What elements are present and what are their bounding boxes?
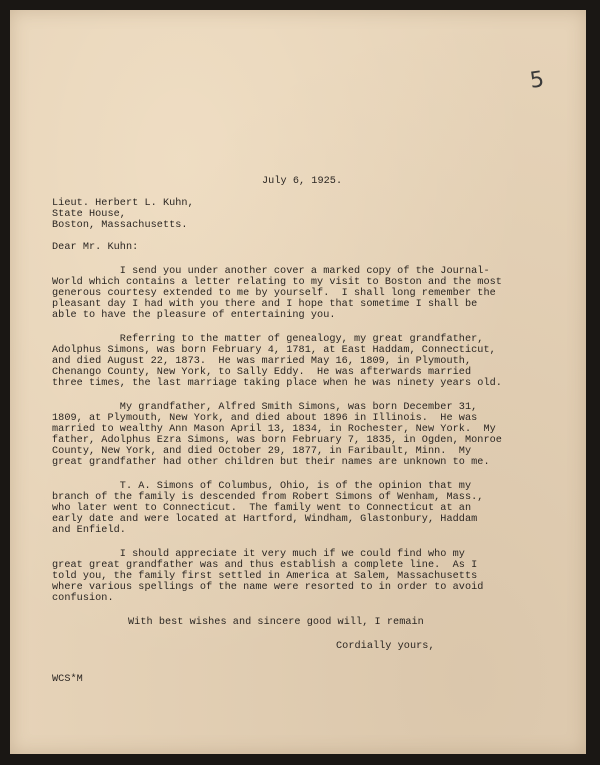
paragraph-3-line-1: My grandfather, Alfred Smith Simons, was born December 31,	[52, 402, 478, 413]
recipient-line-1: Lieut. Herbert L. Kuhn,	[52, 198, 194, 209]
letter-date: July 6, 1925.	[262, 176, 343, 187]
paragraph-4-line-3: who later went to Connecticut. The family went to Connecticut at an	[52, 503, 472, 514]
paragraph-3-line-6: great grandfather had other children but their names are unknown to me.	[52, 457, 490, 468]
paragraph-1-line-3: generous courtesy extended to me by yourself. I shall long remember the	[52, 288, 496, 299]
paragraph-4-line-5: and Enfield.	[52, 525, 126, 536]
paragraph-3-line-5: County, New York, and died October 29, 1877, in Faribault, Minn. My	[52, 446, 472, 457]
letter-page	[10, 10, 586, 754]
paragraph-2-line-2: Adolphus Simons, was born February 4, 1781, at East Haddam, Connecticut,	[52, 345, 496, 356]
salutation: Dear Mr. Kuhn:	[52, 242, 139, 253]
typist-initials: WCS*M	[52, 674, 83, 685]
paragraph-2-line-3: and died August 22, 1873. He was married May 16, 1809, in Plymouth,	[52, 356, 472, 367]
paragraph-2-line-4: Chenango County, New York, to Sally Eddy. He was afterwards married	[52, 367, 472, 378]
paragraph-5-line-1: I should appreciate it very much if we could find who my	[52, 549, 465, 560]
paragraph-5-line-3: told you, the family first settled in America at Salem, Massachusetts	[52, 571, 478, 582]
recipient-line-2: State House,	[52, 209, 126, 220]
paragraph-1-line-1: I send you under another cover a marked copy of the Journal-	[52, 266, 490, 277]
paragraph-1-line-5: able to have the pleasure of entertaining you.	[52, 310, 336, 321]
paragraph-3-line-4: father, Adolphus Ezra Simons, was born February 7, 1835, in Ogden, Monroe	[52, 435, 502, 446]
closing-wish: With best wishes and sincere good will, I remain	[128, 617, 424, 628]
paragraph-4-line-2: branch of the family is descended from Robert Simons of Wenham, Mass.,	[52, 492, 484, 503]
handwritten-page-number: 5	[528, 67, 546, 94]
paragraph-5-line-5: confusion.	[52, 593, 114, 604]
paragraph-5-line-2: great great grandfather was and thus establish a complete line. As I	[52, 560, 478, 571]
recipient-line-3: Boston, Massachusetts.	[52, 220, 188, 231]
paragraph-2-line-1: Referring to the matter of genealogy, my great grandfather,	[52, 334, 484, 345]
paragraph-3-line-3: married to wealthy Ann Mason April 13, 1834, in Rochester, New York. My	[52, 424, 496, 435]
paragraph-3-line-2: 1809, at Plymouth, New York, and died about 1896 in Illinois. He was	[52, 413, 478, 424]
paragraph-4-line-4: early date and were located at Hartford, Windham, Glastonbury, Haddam	[52, 514, 478, 525]
paragraph-4-line-1: T. A. Simons of Columbus, Ohio, is of the opinion that my	[52, 481, 472, 492]
paragraph-1-line-2: World which contains a letter relating to my visit to Boston and the most	[52, 277, 502, 288]
paragraph-1-line-4: pleasant day I had with you there and I hope that sometime I shall be	[52, 299, 478, 310]
paragraph-2-line-5: three times, the last marriage taking place when he was ninety years old.	[52, 378, 502, 389]
paragraph-5-line-4: where various spellings of the name were resorted to in order to avoid	[52, 582, 484, 593]
closing-signoff: Cordially yours,	[336, 641, 435, 652]
